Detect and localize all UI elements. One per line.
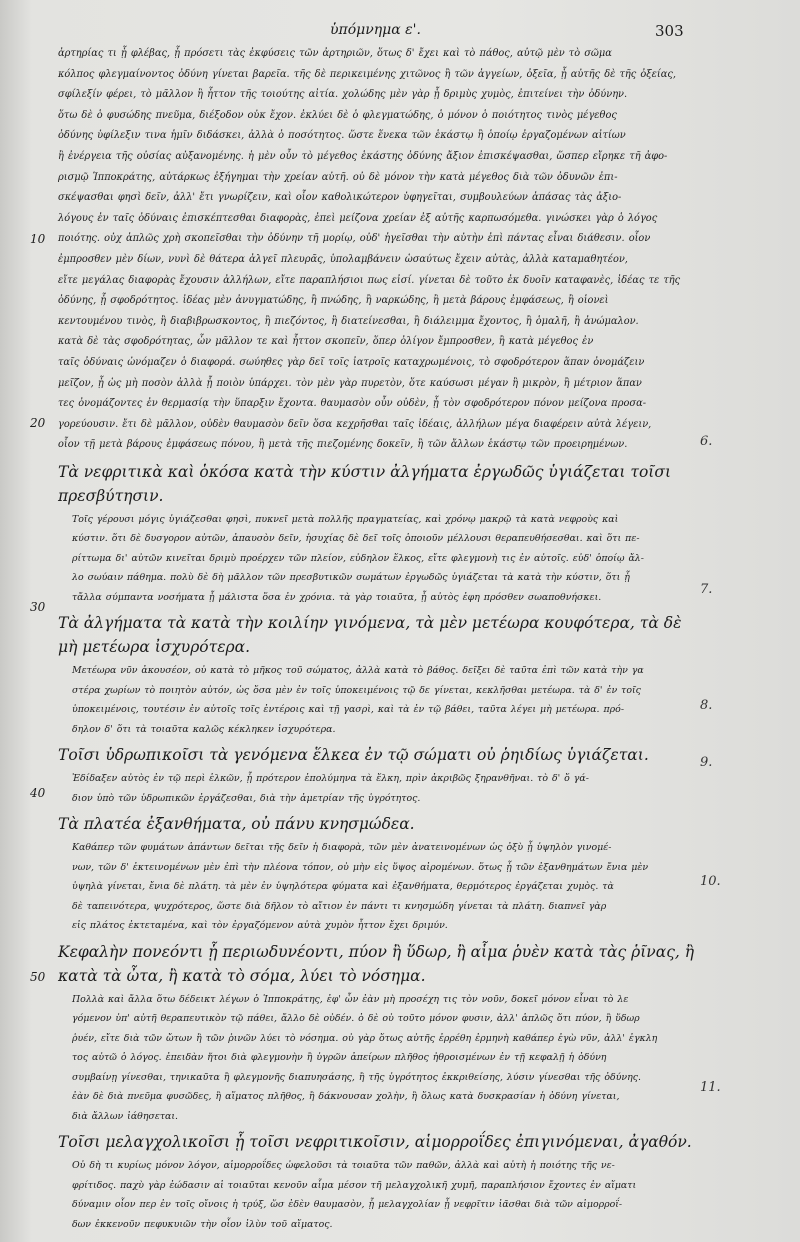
line-number: 10 (30, 232, 46, 246)
text-line: τἄλλα σύμπαντα νοσήματα ᾗ μάλιστα ὅσα ἐν χρόνια. τὰ γὰρ τοιαῦτα, ᾗ αὐτὸς ἐφη πρόσθεν σωαποθνήσκει. (72, 591, 602, 603)
text-line: φρίτιδος. παχὺ γὰρ ἐώδασιν αἱ τοιαῦται κενοῦν αἷμα μέσον τῆ μελαγχολικῆ χυμῆ, παραπλήσιον ἔχοντες ἐν αἵματι (72, 1179, 637, 1191)
commentary-paragraph (58, 769, 698, 808)
text-line: ἀρτηρίας τι ᾗ φλέβας, ᾗ πρόσετι τὰς ἐκφύσεις τῶν ἀρτηριῶν, ὅτως δ' ἔχει καὶ τὸ πάθος, αὐτῷ μὲν τὸ σῶμα (58, 48, 612, 59)
text-line: Τοῖς γέρουσι μόγις ὑγιάζεσθαι φησὶ, πυκνεῖ μετὰ πολλῆς πραγματείας, καὶ χρόνῳ μακρῷ τὰ κατὰ νεφροὺς καὶ (72, 513, 619, 525)
aphorism-number: 8. (700, 698, 713, 713)
text-line: ὑποκειμένοις, τουτέσιν ἐν αὐτοῖς τοῖς ἐντέροις καὶ τῇ γασρὶ, καὶ τὰ ἐν τῷ βάθει, ταῦτα λέγει μὴ μετέωρα. πρό- (72, 704, 624, 716)
text-line: Τοῖσι μελαγχολικοῖσι ᾗ τοῖσι νεφριτικοῖσιν, αἱμορροΐδες ἐπιγινόμεναι, ἀγαθόν. (58, 1133, 692, 1152)
running-head: ὑπόμνημα ε'. (330, 22, 421, 38)
aphorism-heading (58, 743, 698, 767)
text-line: οἷον τῇ μετὰ βάρους ἐμφάσεως πόνου, ἢ μετὰ τῆς πιεζομένης δοκεῖν, ἢ τῶν ἄλλων ἑκάστῳ τῶν προειρημένων. (58, 439, 628, 451)
text-line: γορεύουσιν. ἔτι δὲ μᾶλλον, οὐδὲν θαυμασὸν δεῖν ὅσα κεχρῆσθαι ταῖς ἰδέαις, ἀλλήλων μέγα διαφέρειν αὐτὰ λέγειν, (58, 418, 652, 430)
page-body (58, 44, 698, 1234)
aphorism-number: 10. (700, 874, 721, 889)
aphorism-heading (58, 940, 698, 988)
text-line: δηλον δ' ὅτι τὰ τοιαῦτα καλῶς κέκληκεν ἰσχυρότερα. (72, 723, 336, 735)
text-line: ποιότης. οὐχ ἁπλῶς χρὴ σκοπεῖσθαι τὴν ὀδύνην τῆ μορίῳ, οὐδ' ἡγεῖσθαι τὴν αὐτὴν ἐπὶ πάντας εἶναι διάθεσιν. οἷον (58, 233, 651, 245)
text-line: κατὰ δὲ τὰς σφοδρότητας, ὧν μᾶλλον τε καὶ ἧττον σκοπεῖν, ὅπερ ὀλίγον ἔμπροσθεν, ἢ κατὰ μέγεθος ἐν (58, 336, 594, 348)
text-line: ὀδύνης, ᾗ σφοδρότητος. ἰδέας μὲν ἀνυγματώδης, ἢ πνώδης, ἢ ναρκώδης, ἢ μετὰ βάρους ἐμφάσεως, ἢ οἱονεὶ (58, 295, 609, 307)
text-line: μὴ μετέωρα ἰσχυρότερα. (58, 638, 251, 657)
text-paragraph (58, 44, 698, 456)
text-line: στέρα χωρίων τὸ ποιητὸν αὐτόν, ὡς ὅσα μὲν ἐν τοῖς ὑποκειμένοις τῷ δε γίνεται, κεκλῆσθαι μετέωρα. τὰ δ' ἐν τοῖς (72, 684, 641, 696)
text-line: Τὰ πλατέα ἐξανθήματα, οὐ πάνυ κνησμώδεα. (58, 815, 415, 834)
text-line: Τοῖσι ὑδρωπικοῖσι τὰ γενόμενα ἕλκεα ἐν τῷ σώματι οὐ ῥηιδίως ὑγιάζεται. (58, 746, 649, 765)
text-line: ρισμῷ Ἱπποκράτης, αὐτάρκως ἐξήγημαι τὴν χρείαν αὐτῆ. οὐ δὲ μόνον τὴν κατὰ μέγεθος διὰ τῶν ὀδυνῶν ἐπι- (58, 171, 618, 183)
text-line: Κεφαλὴν πονεόντι ᾗ περιωδυνέοντι, πύον ἢ ὕδωρ, ἢ αἷμα ῥυὲν κατὰ τὰς ῥῖνας, ἢ (58, 942, 695, 961)
text-line: Ἐδίδαξεν αὐτὸς ἐν τῷ περὶ ἑλκῶν, ᾗ πρότερον ἐπολύμηνα τὰ ἕλκη, πρὶν ἀκριβῶς ξηρανθῆναι. τὸ δ' ὅ γά- (72, 773, 589, 785)
text-line: κατὰ τὰ ὦτα, ἢ κατὰ τὸ σόμα, λύει τὸ νόσημα. (58, 966, 426, 985)
commentary-paragraph (58, 1156, 698, 1234)
text-line: ὑψηλὰ γίνεται, ἔνια δὲ πλάτη. τὰ μὲν ἐν ὑψηλότερα φύματα καὶ ἐξανθήματα, θερμότερος ἐργάζεται χυμὸς. τὰ (72, 881, 614, 893)
text-line: σφίλεξίν φέρει, τὸ μᾶλλον ἢ ἧττον τῆς τοιούτης αἰτία. χολώδης μὲν γὰρ ᾗ δριμὺς χυμὸς, ἐπιτείνει τὴν ὀδύνην. (58, 89, 628, 101)
text-line: τες ὀνομάζοντες ἐν θερμασίᾳ τὴν ὕπαρξιν ἔχοντα. θαυμασὸν οὖν οὐδὲν, ᾗ τὸν σφοδρότερον πόνον μείζονα προσα- (58, 398, 647, 410)
line-number: 50 (30, 970, 46, 984)
commentary-paragraph (58, 661, 698, 739)
aphorism-heading (58, 812, 698, 836)
text-line: λόγους ἐν ταῖς ὀδύναις ἐπισκέπτεσθαι διαφορὰς, ἐπεὶ μείζονα χρείαν ἐξ αὐτῆς καρπωσόμεθα. γινώσκει γὰρ ὁ λόγος (58, 212, 658, 224)
text-line: ἐὰν δὲ διὰ πνεῦμα φυσῶδες, ἢ αἵματος πλῆθος, ἢ δάκνουσαν χολὴν, ἢ ὅλως κατὰ δυσκρασίαν ἡ ὀδύνη γίνεται, (72, 1091, 620, 1103)
text-line: Πολλὰ καὶ ἄλλα ὅτω δέδεικτ λέγων ὁ Ἱπποκράτης, ἐφ' ὧν ἐὰν μὴ προσέχη τις τὸν νοῦν, δοκεῖ μόνον εἶναι τὸ λε (72, 993, 629, 1005)
line-number: 40 (30, 786, 46, 800)
aphorism-heading (58, 460, 698, 508)
text-line: γόμενον ὑπ' αὐτῆ θεραπευτικὸν τῷ πάθει, ἄλλο δὲ οὐδέν. ὁ δὲ οὐ τοῦτο μόνον φυσιν, ἀλλ' ἁπλῶς ὅτι πύον, ἢ ὕδωρ (72, 1013, 640, 1025)
text-line: Τὰ νεφριτικὰ καὶ ὁκόσα κατὰ τὴν κύστιν ἀλγήματα ἐργωδῶς ὑγιάζεται τοῖσι (58, 462, 672, 481)
aphorism-heading (58, 1130, 698, 1154)
text-line: πρεσβύτησιν. (58, 486, 164, 505)
text-line: Οὐ δὴ τι κυρίως μόνον λόγον, αἱμορροΐδες ὠφελοῦσι τὰ τοιαῦτα τῶν παθῶν, ἀλλὰ καὶ αὐτὴ ἡ ποιότης τῆς νε- (72, 1160, 615, 1172)
aphorism-number: 11. (700, 1080, 721, 1095)
aphorism-number: 6. (700, 434, 713, 449)
text-line: Καθάπερ τῶν φυμάτων ἁπάντων δεῖται τῆς δεῖν ἡ διαφορὰ, τῶν μὲν ἀνατεινομένων ὡς ὀξὺ ᾗ ὑψηλὸν γινομέ- (72, 842, 612, 854)
aphorism-number: 9. (700, 755, 713, 770)
text-line: ὅτω δὲ ὁ φυσώδης πνεῦμα, διέξοδον οὐκ ἔχον. ἐκλύει δὲ ὁ φλεγματώδης, ὁ μόνον ὁ ποιότητος τινὸς μέγεθος (58, 109, 617, 121)
text-line: ἐμπροσθεν μὲν δίων, νυνὶ δὲ θάτερα ἀλγεῖ πλευρᾶς, ὑπολαμβάνειν ὡσαύτως ἔχειν αὐτὰς, ἀλλὰ καταμαθητέον, (58, 253, 628, 265)
text-line: εἰς πλάτος ἐκτεταμένα, καὶ τὸν ἐργαζόμενον αὐτὰ χυμὸν ἧττον ἔχει δριμύν. (72, 920, 448, 932)
line-number: 20 (30, 416, 46, 430)
commentary-paragraph (58, 990, 698, 1127)
text-line: κύστιν. ὅτι δὲ δυσγορον αὐτῶν, ἀπαυσὸν δεῖν, ἡσυχίας δὲ δεῖ τοῖς ὁποιοῦν μέλλουσι θεραπευθήσεσθαι. καὶ ὅτι πε- (72, 533, 640, 545)
text-line: ῥυέν, εἴτε διὰ τῶν ὤτων ἢ τῶν ῥινῶν λύει τὸ νόσημα. οὐ γὰρ ὅτως αὐτῆς ἐρρέθη ἐρμηνὴ καθάπερ ἐγὼ νῦν, ἀλλ' ἐγκλη (72, 1032, 658, 1044)
text-line: νων, τῶν δ' ἐκτεινομένων μὲν ἐπὶ τὴν πλέονα τόπον, οὐ μὴν εἰς ὕψος αἰρομένων. ὅτως ᾗ τῶν ἐξανθημάτων ἔνια μὲν (72, 861, 649, 873)
text-line: δὲ ταπεινότερα, ψυχρότερος, ὥστε διὰ δῆλον τὸ αἴτιον ἐν πάντι τι κνησμώδη γίνεται τὰ πλάτη. διαπνεῖ γὰρ (72, 900, 607, 912)
text-line: λο σωύαιν πάθημα. πολὺ δὲ δὴ μᾶλλον τῶν πρεσβυτικῶν σωμάτων ἐργωδῶς ὑγιάζεται τὰ κατὰ τὴν κύστιν, ὅτι ᾗ (72, 572, 630, 584)
text-line: εἴτε μεγάλας διαφορὰς ἔχουσιν ἀλλήλων, εἴτε παραπλήσιοι πως εἰσί. γίνεται δὲ τοῦτο ἐκ δυοῖν καταφανὲς, ἰδέας τε τῆς (58, 274, 681, 286)
folio-number: 303 (655, 22, 684, 40)
aphorism-number: 7. (700, 582, 713, 597)
line-number: 30 (30, 600, 46, 614)
aphorism-heading (58, 611, 698, 659)
text-line: κεντουμένου τινὸς, ἢ διαβιβρωσκοντος, ἢ πιεζόντος, ἢ διατείνεσθαι, ἢ διάλειμμα ἔχοντος, ἢ ὁμαλῆ, ἢ ἀνώμαλον. (58, 315, 639, 327)
text-line: διὰ ἄλλων ἰάθησεται. (72, 1110, 179, 1122)
text-line: σκέψασθαι φησὶ δεῖν, ἀλλ' ἔτι γνωρίζειν, καὶ οἷον καθολικώτερον ὑφηγεῖται, συμβουλεύων ἁπάσας τὰς ἀξιο- (58, 192, 622, 204)
text-line: τος αὐτῶ ὁ λόγος. ἐπειδὰν ἤτοι διὰ φλεγμονὴν ἢ ὑγρῶν ἀπείρων πλῆθος ἠθροισμένων ἐν τῇ κεφαλῇ ἡ ὀδύνη (72, 1052, 607, 1064)
text-line: ἢ ἐνέργεια τῆς οὐσίας αὐξανομένης. ἡ μὲν οὖν τὸ μέγεθος ἑκάστης ὀδύνης ἄξιον ἐπισκέψασθαι, ὥσπερ εἴρηκε τῆ ἀφο- (58, 150, 668, 162)
text-line: Τὰ ἀλγήματα τὰ κατὰ τὴν κοιλίην γινόμενα, τὰ μὲν μετέωρα κουφότερα, τὰ δὲ (58, 614, 682, 633)
commentary-paragraph (58, 838, 698, 936)
text-line: κόλπος φλεγμαίνοντος ὀδύνη γίνεται βαρεῖα. τῆς δὲ περικειμένης χιτῶνος ἢ τῶν ἀγγείων, ὀξεῖα, ᾗ αὐτῆς δὲ τῆς ὀξείας, (58, 68, 676, 80)
text-line: ταῖς ὀδύναις ὠνόμαζεν ὁ διαφορά. σωύηθες γὰρ δεῖ τοῖς ἰατροῖς καταχρωμένοις, τὸ σφοδρότερον ἅπαν ὀνομάζειν (58, 356, 645, 368)
text-line: Μετέωρα νῦν ἀκουσέον, οὐ κατὰ τὸ μῆκος τοῦ σώματος, ἀλλὰ κατὰ τὸ βάθος. δεῖξει δὲ ταῦτα ἐπὶ τῶν κατὰ τὴν γα (72, 665, 644, 677)
text-line: συμβαίνῃ γίνεσθαι, τηνικαῦτα ἢ φλεγμονῆς διαπυησάσης, ἢ τῆς ὑγρότητος ἐκκριθείσης, λύσιν γίνεσθαι τῆς ὀδύνης. (72, 1071, 641, 1083)
text-line: ὀδύνης ὑφίλεξιν τινα ἡμῖν διδάσκει, ἀλλὰ ὁ ποσότητος. ὥστε ἕνεκα τῶν ἑκάστῳ ἢ ὁποίῳ ἐργαζομένων αἰτίων (58, 130, 626, 142)
text-line: μεῖζον, ᾗ ὡς μὴ ποσὸν ἀλλὰ ᾗ ποιὸν ὑπάρχει. τὸν μὲν γὰρ πυρετὸν, ὅτε καύσωσι μέγαν ἢ μικρὸν, ἢ μέτριον ἅπαν (58, 377, 642, 389)
text-line: ρίττωμα δι' αὐτῶν κινεῖται δριμὺ προέρχεν τῶν πλείον, εὐδηλον ἕλκος, εἴτε φλεγμονὴ τις ἐν αὐτοῖς. εὐδ' ὁποίῳ ἄλ- (72, 552, 644, 564)
text-line: δύναμιν οἷον περ ἐν τοῖς οἴνοις ἡ τρύξ, ὥσ ἐδὲν θαυμασὸν, ᾗ μελαγχολίαν ᾗ νεφρῖτιν ἰᾶσθαι διὰ τῶν αἱμορροΐ- (72, 1199, 623, 1211)
commentary-paragraph (58, 510, 698, 608)
text-line: δων ἐκκενοῦν πεφυκυιῶν τὴν οἷον ἰλὺν τοῦ αἵματος. (72, 1218, 333, 1230)
text-line: διον ὑπὸ τῶν ὑδρωπικῶν ἐργάζεσθαι, διὰ τὴν ἀμετρίαν τῆς ὑγρότητος. (72, 792, 421, 804)
